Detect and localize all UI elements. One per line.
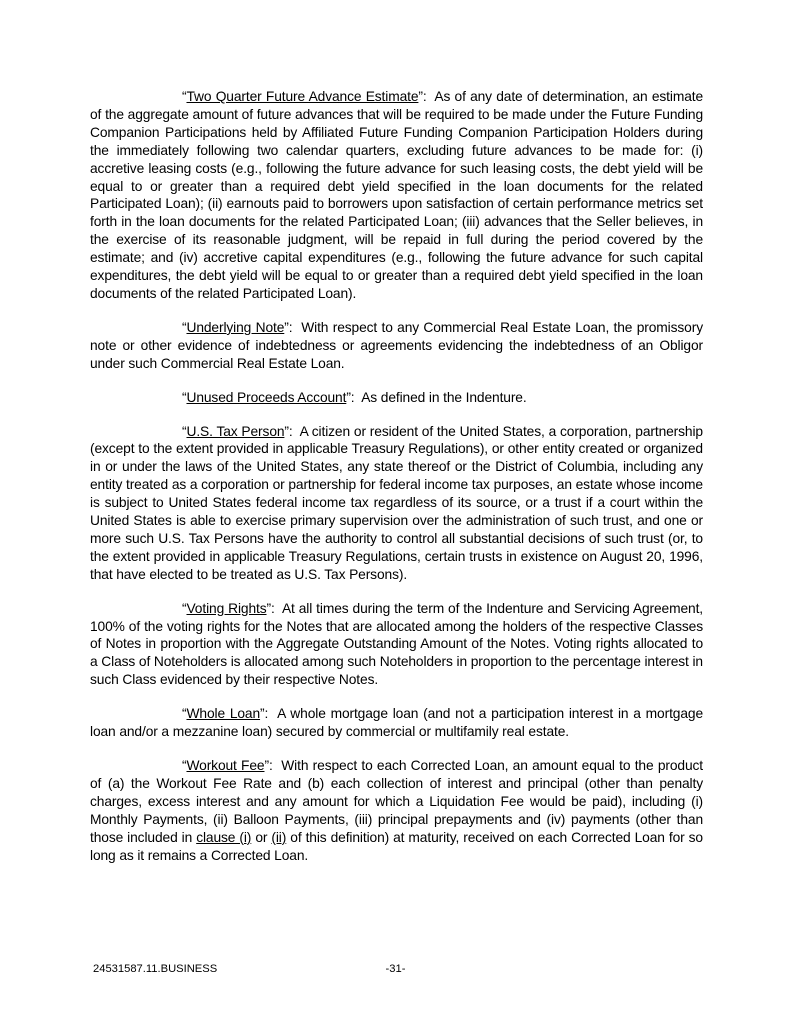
defined-term: Underlying Note bbox=[186, 319, 285, 335]
definition-text: As defined in the Indenture. bbox=[361, 389, 527, 405]
definition-paragraph-4 bbox=[90, 423, 703, 584]
definition-text: With respect to each Corrected Loan, an amount equal to the product of (a) the Workout Fee Rate and (b) each collection of interest and principal (other than penalty charges, excess interest and any amount for which a Liquidation Fee would be paid), including (i) Monthly Payments, (ii) Balloon Payments, (iii) principal prepayments and (iv) payments (other than those included in bbox=[90, 758, 703, 845]
definition-text: of this definition) at maturity, received on each Corrected Loan for so long as it remains a Corrected Loan. bbox=[90, 829, 703, 863]
defined-term: Workout Fee bbox=[186, 758, 265, 773]
term-separator: ”: bbox=[284, 319, 302, 335]
defined-term: Two Quarter Future Advance Estimate bbox=[186, 89, 419, 104]
term-separator: ”: bbox=[266, 600, 282, 616]
open-quote: “ bbox=[182, 600, 187, 616]
defined-term: Unused Proceeds Account bbox=[186, 389, 347, 405]
footer-document-id: 24531587.11.BUSINESS bbox=[93, 963, 218, 975]
page-footer bbox=[0, 959, 791, 979]
definition-paragraph-7 bbox=[90, 757, 703, 864]
definition-text: With respect to any Commercial Real Estate Loan, the promissory note or other evidence of indebtedness or agreements evidencing the indebtedness of an Obligor under such Commercial Real Estate Loan. bbox=[90, 319, 703, 371]
open-quote: “ bbox=[182, 758, 187, 773]
open-quote: “ bbox=[182, 389, 187, 405]
definition-paragraph-1 bbox=[90, 88, 703, 303]
definition-paragraph-3 bbox=[90, 389, 703, 407]
definition-text: At all times during the term of the Indenture and Servicing Agreement, 100% of the voting rights for the Notes that are allocated among the holders of the respective Classes of Notes in proportion with the Aggregate Outstanding Amount of the Notes. Voting rights allocated to a Class of Noteholders is allocated among such Noteholders in proportion to the percentage interest in such Class evidenced by their respective Notes. bbox=[90, 600, 703, 688]
defined-term: Voting Rights bbox=[186, 600, 267, 616]
open-quote: “ bbox=[182, 89, 187, 104]
definition-text: A whole mortgage loan (and not a participation interest in a mortgage loan and/or a mezzanine loan) secured by commercial or multifamily real estate. bbox=[90, 706, 703, 740]
term-separator: ”: bbox=[346, 389, 362, 405]
open-quote: “ bbox=[182, 706, 187, 722]
definition-text: As of any date of determination, an estimate of the aggregate amount of future advances that will be required to be made under the Future Funding Companion Participations held by Affiliated Future Funding Companion Participation Holders during the immediately following two calendar quarters, excluding future advances to be made for: (i) accretive leasing costs (e.g., following the future advance for such leasing costs, the debt yield will be equal to or greater than a required debt yield specified in the loan documents for the related Participated Loan); (ii) earnouts paid to borrowers upon satisfaction of certain performance metrics set forth in the loan documents for the related Participated Loan; (iii) advances that the Seller believes, in the exercise of its reasonable judgment, will be repaid in full during the period covered by the estimate; and (iv) accretive capital expenditures (e.g., following the future advance for such capital expenditures, the debt yield will be equal to or greater than a required debt yield specified in the loan documents of the related Participated Loan). bbox=[90, 89, 704, 301]
definition-text: A citizen or resident of the United States, a corporation, partnership (except to the extent provided in applicable Treasury Regulations), or other entity created or organized in or under the laws of the United States, any state thereof or the District of Columbia, including any entity treated as a corporation or partnership for federal income tax purposes, an estate whose income is subject to United States federal income tax regardless of its source, or a trust if a court within the United States is able to exercise primary supervision over the administration of such trust, and one or more such U.S. Tax Persons have the authority to control all substantial decisions of such trust (or, to the extent provided in applicable Treasury Regulations, certain trusts in existence on August 20, 1996, that have elected to be treated as U.S. Tax Persons). bbox=[90, 423, 703, 582]
definition-text: or bbox=[251, 829, 272, 845]
document-body bbox=[90, 88, 703, 880]
underlined-reference: clause (i) bbox=[196, 829, 252, 845]
definition-paragraph-2 bbox=[90, 319, 703, 373]
open-quote: “ bbox=[182, 423, 187, 439]
underlined-reference: (ii) bbox=[271, 829, 287, 845]
term-separator: ”: bbox=[260, 706, 278, 722]
defined-term: U.S. Tax Person bbox=[186, 423, 285, 439]
term-separator: ”: bbox=[284, 423, 300, 439]
term-separator: ”: bbox=[264, 758, 282, 773]
definition-paragraph-5 bbox=[90, 600, 703, 690]
definition-paragraph-6 bbox=[90, 705, 703, 741]
footer-page-number: -31- bbox=[385, 963, 406, 975]
term-separator: ”: bbox=[418, 89, 435, 104]
open-quote: “ bbox=[182, 319, 187, 335]
defined-term: Whole Loan bbox=[186, 706, 261, 722]
